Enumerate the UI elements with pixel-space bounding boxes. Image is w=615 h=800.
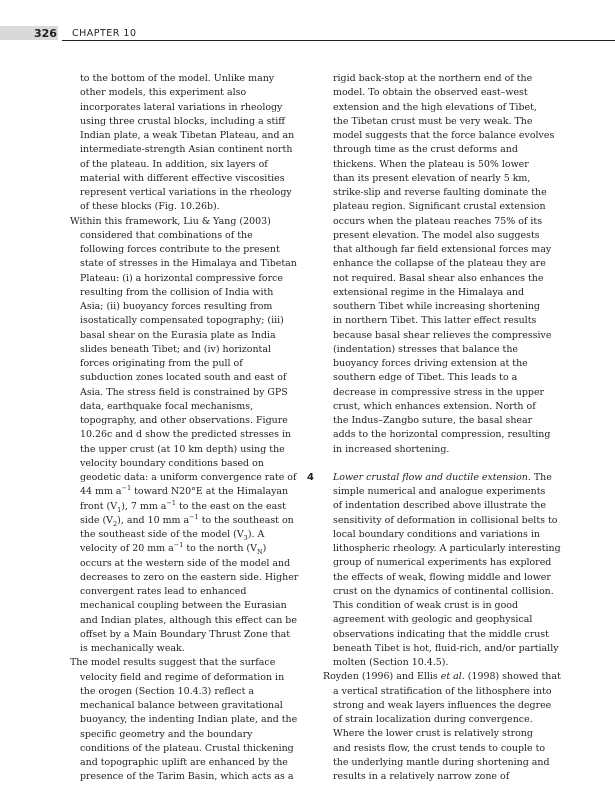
text-line: extension and the high elevations of Tibet, <box>333 101 537 113</box>
text-line: a vertical stratification of the lithosphere into <box>333 685 552 697</box>
text-line: subduction zones located south and east of <box>80 372 287 384</box>
text-line: southern edge of Tibet. This leads to a <box>333 372 518 384</box>
text-line: of the plateau. In addition, six layers of <box>80 158 268 170</box>
right-column <box>307 72 563 784</box>
page-header <box>0 0 615 40</box>
text-line: through time as the crust deforms and <box>333 144 518 156</box>
text-line: crust on the dynamics of continental collision. <box>333 585 554 597</box>
text-line: of these blocks (Fig. 10.26b). <box>80 201 220 213</box>
text-line: sensitivity of deformation in collisional belts to <box>333 514 558 526</box>
right-paragraph-3 <box>323 670 563 784</box>
text-line: molten (Section 10.4.5). <box>333 657 449 668</box>
text-line: front $(V_1)$, 7 mm $a^{-1}$ to the east on the east <box>80 498 286 514</box>
item-heading-line <box>323 471 563 485</box>
text-line: of strain localization during convergence. <box>333 714 533 725</box>
text-line: data, earthquake focal mechanisms, <box>80 400 254 412</box>
left-column <box>70 72 310 785</box>
text-line: adds to the horizontal compression, resulting <box>333 429 551 441</box>
text-line: forces originating from the pull of <box>80 358 243 369</box>
text-line: velocity boundary conditions based on <box>80 457 264 469</box>
text-line: buoyancy, the indenting Indian plate, and the <box>80 714 298 726</box>
text-line: incorporates lateral variations in rheology <box>80 101 283 113</box>
text-line: presence of the Tarim Basin, which acts as a <box>80 771 294 783</box>
text-line: occurs at the western side of the model and <box>80 557 291 569</box>
text-line: Asia. The stress field is constrained by GPS <box>80 386 288 398</box>
chapter-title: CHAPTER 10 <box>72 28 137 39</box>
text-line: enhance the collapse of the plateau they are <box>333 258 546 270</box>
text-line: The model results suggest that the surface <box>70 657 276 669</box>
text-line: simple numerical and analogue experiments <box>333 486 546 497</box>
text-line: mechanical coupling between the Eurasian <box>80 600 287 612</box>
text-line: conditions of the plateau. Crustal thickening <box>80 742 294 754</box>
text-line: considered that combinations of the <box>80 229 253 241</box>
text-line: results in a relatively narrow zone of <box>333 771 510 782</box>
text-line: Plateau: (i) a horizontal compressive force <box>80 272 283 284</box>
text-line: the Tibetan crust must be very weak. The <box>333 115 533 127</box>
text-line: buoyancy forces driving extension at the <box>333 358 528 369</box>
text-line: group of numerical experiments has explored <box>333 557 552 569</box>
text-line: (indentation) stresses that balance the <box>333 343 519 355</box>
text-line: crust, which enhances extension. North of <box>333 400 536 412</box>
text-line: geodetic data: a uniform convergence rate of <box>80 472 297 483</box>
text-line: velocity of 20 mm $a^{-1}$ to the north $(V_N)$ <box>80 541 267 557</box>
text-line: and Indian plates, although this effect can be <box>80 614 297 626</box>
text-line: convergent rates lead to enhanced <box>80 586 247 597</box>
text-line: material with different effective viscosities <box>80 172 285 184</box>
text-line: the orogen (Section 10.4.3) reflect a <box>80 685 255 697</box>
text-line: plateau region. Significant crustal extension <box>333 201 546 213</box>
text-line: extensional regime in the Himalaya and <box>333 286 525 298</box>
text-line: is mechanically weak. <box>80 643 185 654</box>
text-line: thickens. When the plateau is 50% lower <box>333 158 529 170</box>
text-line: that although far field extensional forces may <box>333 244 552 255</box>
text-line: Asia; (ii) buoyancy forces resulting from <box>80 301 273 312</box>
text-line: strike-slip and reverse faulting dominate the <box>333 187 547 198</box>
text-line: mechanical balance between gravitational <box>80 700 283 711</box>
text-line: other models, this experiment also <box>80 87 247 99</box>
text-line: topography, and other observations. Figure <box>80 415 288 426</box>
text-line: Where the lower crust is relatively strong <box>333 728 533 740</box>
text-line: 44 mm $a^{-1}$ toward N20°E at the Himalayan <box>80 484 289 498</box>
text-line: using three crustal blocks, including a stiff <box>80 115 285 127</box>
text-line: not required. Basal shear also enhances the <box>333 272 544 284</box>
text-line: 10.26c and d show the predicted stresses in <box>80 429 292 441</box>
text-line: Indian plate, a weak Tibetan Plateau, and an <box>80 130 295 141</box>
item-heading: Lower crustal flow and ductile extension. <box>333 471 531 483</box>
text-line: local boundary conditions and variations in <box>333 528 540 540</box>
text-line: specific geometry and the boundary <box>80 728 253 740</box>
text-line: the southeast side of the model $(V_3)$. A <box>80 529 265 542</box>
text-line: Royden (1996) and Ellis et al. (1998) showed that <box>323 671 561 683</box>
list-item-4 <box>307 471 563 671</box>
text-line: because basal shear relieves the compressive <box>333 329 552 341</box>
text-line: basal shear on the Eurasia plate as India <box>80 329 276 341</box>
text-line: velocity field and regime of deformation in <box>80 671 285 683</box>
text-line: model suggests that the force balance evolves <box>333 130 555 141</box>
text-line: represent vertical variations in the rheology <box>80 187 292 198</box>
text-line: observations indicating that the middle crust <box>333 628 549 640</box>
text-line: occurs when the plateau reaches 75% of its <box>333 215 543 227</box>
text-line: present elevation. The model also suggests <box>333 229 540 241</box>
paragraph-gap <box>323 457 563 471</box>
text-line: in increased shortening. <box>333 443 450 455</box>
text-line: the upper crust (at 10 km depth) using the <box>80 443 285 455</box>
text-line: state of stresses in the Himalaya and Tibetan <box>80 258 297 270</box>
text-line: Within this framework, Liu & Yang (2003) <box>70 215 271 227</box>
text-line: the Indus–Zangbo suture, the basal shear <box>333 415 533 426</box>
text-line: lithospheric rheology. A particularly interesting <box>333 543 561 554</box>
text-line: to the bottom of the model. Unlike many <box>80 73 275 84</box>
text-line: the underlying mantle during shortening and <box>333 756 550 768</box>
text-line: slides beneath Tibet; and (iv) horizontal <box>80 343 271 355</box>
page-number: 326 <box>34 27 57 40</box>
text-line: following forces contribute to the present <box>80 244 280 255</box>
text-line: and resists flow, the crust tends to couple to <box>333 742 546 754</box>
text-line: southern Tibet while increasing shortening <box>333 301 540 312</box>
header-rule <box>62 40 615 41</box>
text-line: offset by a Main Boundary Thrust Zone that <box>80 628 291 640</box>
text-line: isostatically compensated topography; (iii) <box>80 315 284 327</box>
item-number: 4 <box>307 471 314 483</box>
text-line: This condition of weak crust is in good <box>333 600 519 611</box>
item-heading-rest: The <box>530 471 552 483</box>
text-line: in northern Tibet. This latter effect results <box>333 315 537 327</box>
text-line: intermediate-strength Asian continent north <box>80 144 293 156</box>
text-line: beneath Tibet is hot, fluid-rich, and/or partially <box>333 642 559 654</box>
right-paragraph-1 <box>323 72 563 457</box>
text-line: decrease in compressive stress in the upper <box>333 386 545 398</box>
text-line: agreement with geologic and geophysical <box>333 614 533 626</box>
text-line: than its present elevation of nearly 5 km, <box>333 172 531 184</box>
text-line: of indentation described above illustrate the <box>333 500 546 512</box>
text-line: decreases to zero on the eastern side. Higher <box>80 571 299 583</box>
text-line: rigid back-stop at the northern end of the <box>333 73 533 84</box>
text-line: the effects of weak, flowing middle and lower <box>333 571 551 583</box>
text-line: strong and weak layers influences the degree <box>333 699 552 711</box>
text-line: side $(V_2)$, and 10 mm $a^{-1}$ to the southeast on <box>80 512 294 528</box>
text-line: resulting from the collision of India with <box>80 286 274 298</box>
text-line: and topographic uplift are enhanced by the <box>80 757 288 768</box>
text-line: model. To obtain the observed east–west <box>333 87 528 99</box>
